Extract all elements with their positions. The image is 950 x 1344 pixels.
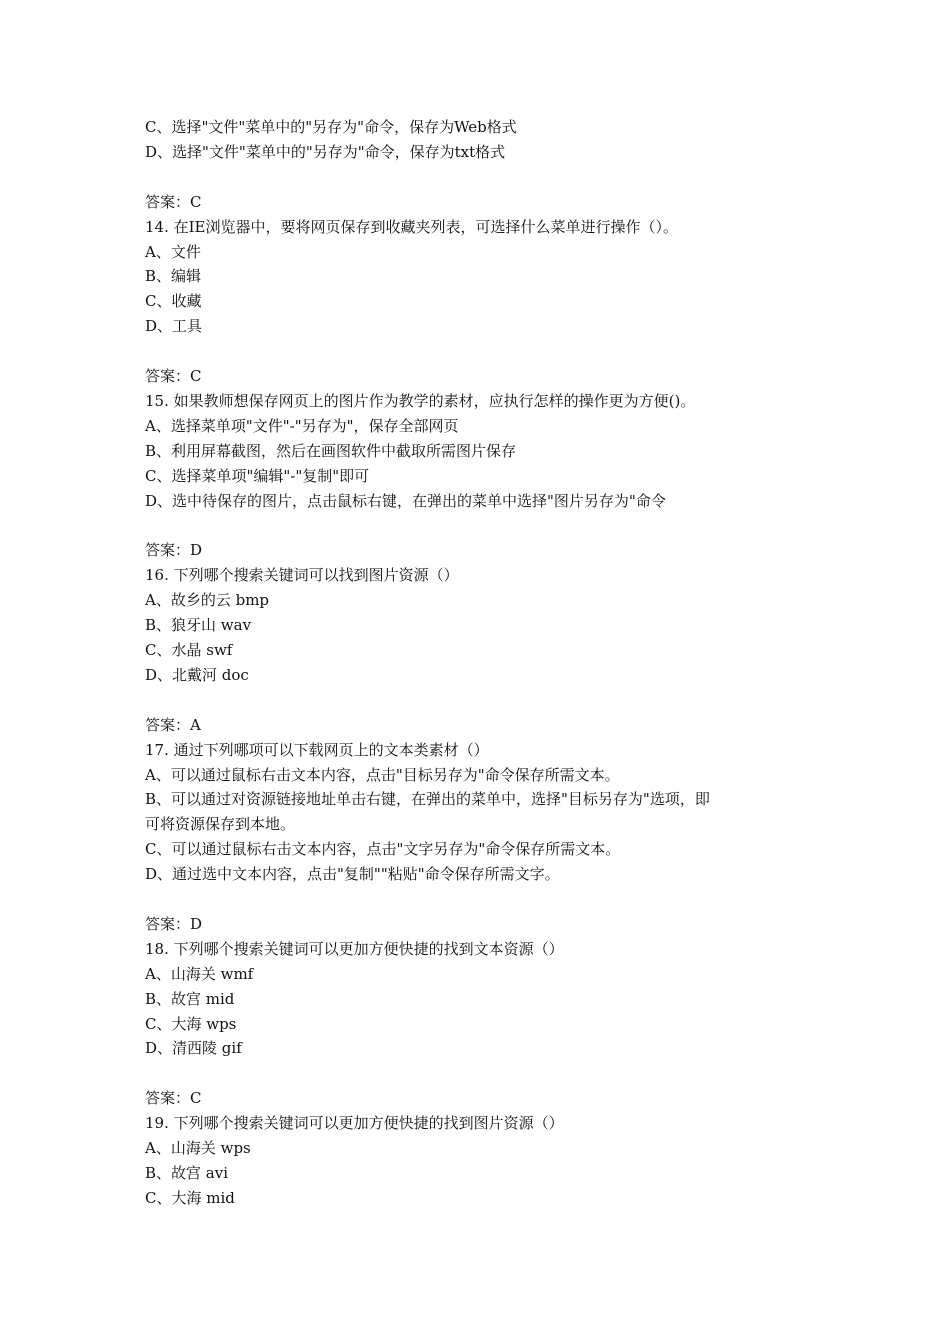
blank-line (145, 1061, 815, 1086)
option-line: B、可以通过对资源链接地址单击右键，在弹出的菜单中，选择"目标另存为"选项，即 (145, 790, 710, 809)
option-line: C、选择"文件"菜单中的"另存为"命令，保存为Web格式 (145, 118, 517, 136)
question-line: 14. 在IE浏览器中，要将网页保存到收藏夹列表，可选择什么菜单进行操作（）。 (145, 217, 679, 236)
option-line: D、工具 (145, 317, 203, 336)
answer-line: 答案：A (145, 715, 201, 734)
option-line: B、狼牙山 wav (145, 616, 252, 635)
option-line: D、选中待保存的图片，点击鼠标右键，在弹出的菜单中选择"图片另存为"命令 (145, 491, 666, 510)
blank-line (145, 887, 815, 912)
question-line: 19. 下列哪个搜索关键词可以更加方便快捷的找到图片资源（） (145, 1114, 564, 1133)
option-line: D、北戴河 doc (145, 665, 249, 684)
option-line: B、故宫 avi (145, 1163, 229, 1182)
blank-line (145, 339, 815, 364)
option-line: C、可以通过鼠标右击文本内容，点击"文字另存为"命令保存所需文本。 (145, 840, 621, 859)
option-line: A、故乡的云 bmp (145, 591, 270, 610)
option-line: C、选择菜单项"编辑"-"复制"即可 (145, 466, 370, 485)
question-line: 18. 下列哪个搜索关键词可以更加方便快捷的找到文本资源（） (145, 939, 564, 958)
question-line: 15. 如果教师想保存网页上的图片作为教学的素材，应执行怎样的操作更为方便()。 (145, 391, 696, 410)
answer-line: 答案：C (145, 1089, 202, 1108)
answer-line: 答案：D (145, 914, 203, 933)
option-line-continuation: 可将资源保存到本地。 (145, 815, 296, 834)
option-line: A、可以通过鼠标右击文本内容，点击"目标另存为"命令保存所需文本。 (145, 765, 620, 784)
option-line: A、文件 (145, 242, 201, 261)
option-line: B、编辑 (145, 267, 202, 286)
blank-line (145, 688, 815, 713)
document-page (145, 115, 815, 1211)
option-line: B、故宫 mid (145, 989, 235, 1008)
option-line: C、大海 mid (145, 1188, 235, 1207)
option-line: C、大海 wps (145, 1014, 237, 1033)
option-line: B、利用屏幕截图，然后在画图软件中截取所需图片保存 (145, 441, 517, 460)
option-line: D、清西陵 gif (145, 1039, 242, 1058)
question-line: 16. 下列哪个搜索关键词可以找到图片资源（） (145, 566, 459, 585)
answer-line: 答案：D (145, 541, 203, 560)
option-line: C、水晶 swf (145, 640, 233, 659)
blank-line (145, 513, 815, 538)
option-line: A、选择菜单项"文件"-"另存为"，保存全部网页 (145, 416, 459, 435)
option-line: A、山海关 wps (145, 1139, 251, 1158)
option-line: C、收藏 (145, 292, 202, 311)
option-line: D、选择"文件"菜单中的"另存为"命令，保存为txt格式 (145, 142, 506, 161)
option-line: D、通过选中文本内容，点击"复制""粘贴"命令保存所需文字。 (145, 865, 560, 884)
answer-line: 答案：C (145, 367, 202, 386)
answer-line: 答案：C (145, 192, 202, 211)
question-line: 17. 通过下列哪项可以下载网页上的文本类素材（） (145, 740, 489, 759)
option-line: A、山海关 wmf (145, 964, 254, 983)
blank-line (145, 165, 815, 190)
